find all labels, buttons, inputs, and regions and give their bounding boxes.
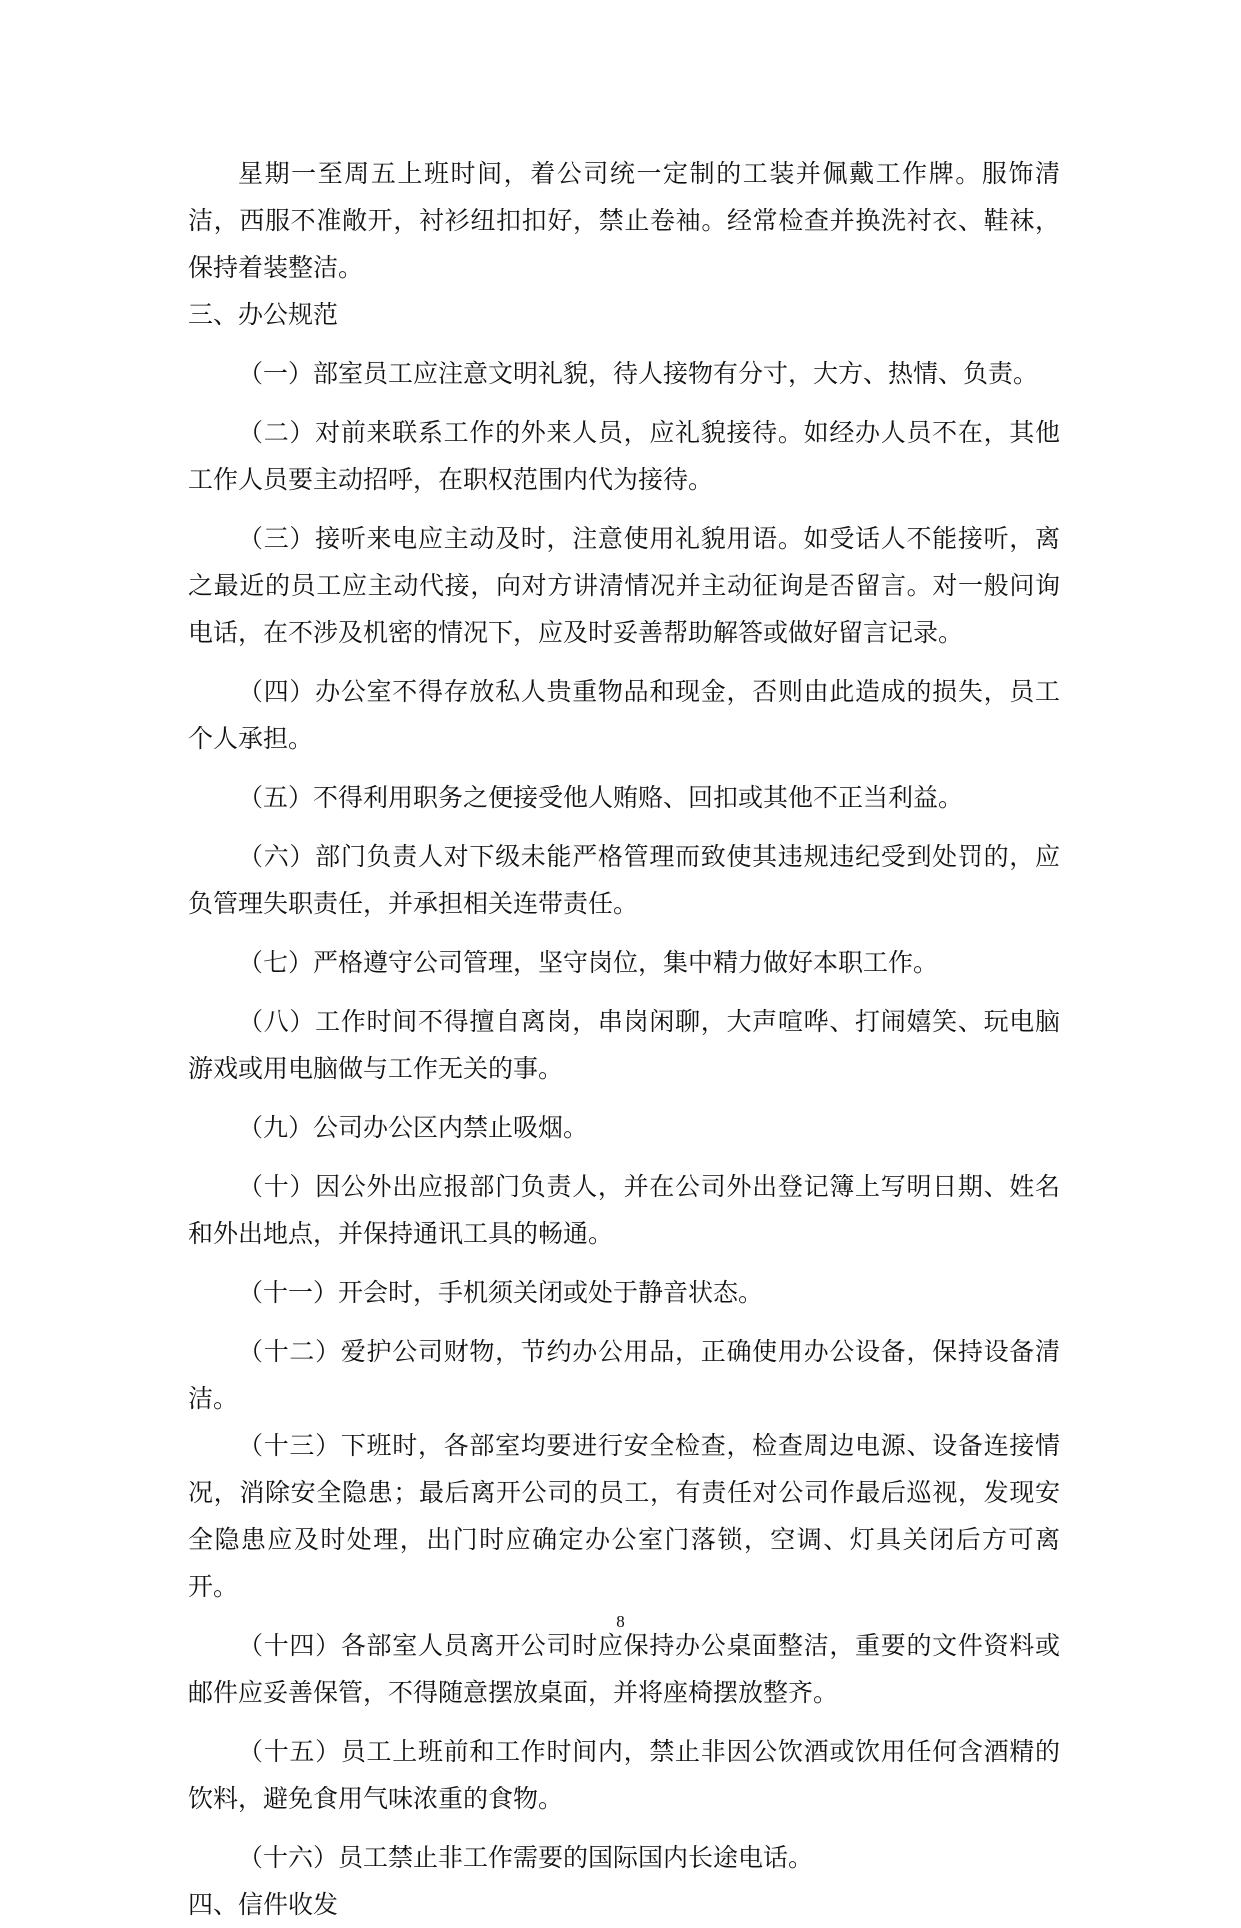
rule-item: （十五）员工上班前和工作时间内，禁止非因公饮酒或饮用任何含酒精的饮料，避免食用气味浓重的食物。	[188, 1737, 1060, 1813]
rule-item: （九）公司办公区内禁止吸烟。	[238, 1113, 589, 1142]
rule-item: （十）因公外出应报部门负责人，并在公司外出登记簿上写明日期、姓名和外出地点，并保持通讯工具的畅通。	[188, 1172, 1060, 1248]
rule-item: （六）部门负责人对下级未能严格管理而致使其违规违纪受到处罚的，应负管理失职责任，并承担相关连带责任。	[188, 842, 1060, 918]
intro-paragraph: 星期一至周五上班时间，着公司统一定制的工装并佩戴工作牌。服饰清洁，西服不准敞开，衬衫纽扣扣好，禁止卷袖。经常检查并换洗衬衣、鞋袜，保持着装整洁。	[188, 159, 1060, 282]
rule-item: （二）对前来联系工作的外来人员，应礼貌接待。如经办人员不在，其他工作人员要主动招呼，在职权范围内代为接待。	[188, 418, 1060, 494]
rule-item: （十一）开会时，手机须关闭或处于静音状态。	[238, 1278, 764, 1307]
page-number: 8	[616, 1612, 625, 1631]
rule-item: （八）工作时间不得擅自离岗，串岗闲聊，大声喧哗、打闹嬉笑、玩电脑游戏或用电脑做与工作无关的事。	[188, 1007, 1060, 1083]
rule-item: （十三）下班时，各部室均要进行安全检查，检查周边电源、设备连接情况，消除安全隐患；最后离开公司的员工，有责任对公司作最后巡视，发现安全隐患应及时处理，出门时应确定办公室门落锁，空调、灯具关闭后方可离开。	[188, 1431, 1060, 1601]
rule-item: （七）严格遵守公司管理，坚守岗位，集中精力做好本职工作。	[238, 948, 939, 977]
rule-item: （一）部室员工应注意文明礼貌，待人接物有分寸，大方、热情、负责。	[238, 359, 1039, 388]
section-four-heading: 四、信件收发	[188, 1890, 339, 1919]
rule-item: （三）接听来电应主动及时，注意使用礼貌用语。如受话人不能接听，离之最近的员工应主动代接，向对方讲清情况并主动征询是否留言。对一般问询电话，在不涉及机密的情况下，应及时妥善帮助解答或做好留言记录。	[188, 524, 1060, 647]
rule-item: （五）不得利用职务之便接受他人贿赂、回扣或其他不正当利益。	[238, 783, 964, 812]
rule-item: （十二）爱护公司财物，节约办公用品，正确使用办公设备，保持设备清洁。	[188, 1337, 1060, 1413]
rule-item: （十六）员工禁止非工作需要的国际国内长途电话。	[238, 1843, 814, 1872]
section-three-heading: 三、办公规范	[188, 300, 339, 329]
rule-item: （十四）各部室人员离开公司时应保持办公桌面整洁，重要的文件资料或邮件应妥善保管，不得随意摆放桌面，并将座椅摆放整齐。	[188, 1631, 1060, 1707]
rule-item: （四）办公室不得存放私人贵重物品和现金，否则由此造成的损失，员工个人承担。	[188, 677, 1060, 753]
document-page	[188, 150, 1060, 1928]
